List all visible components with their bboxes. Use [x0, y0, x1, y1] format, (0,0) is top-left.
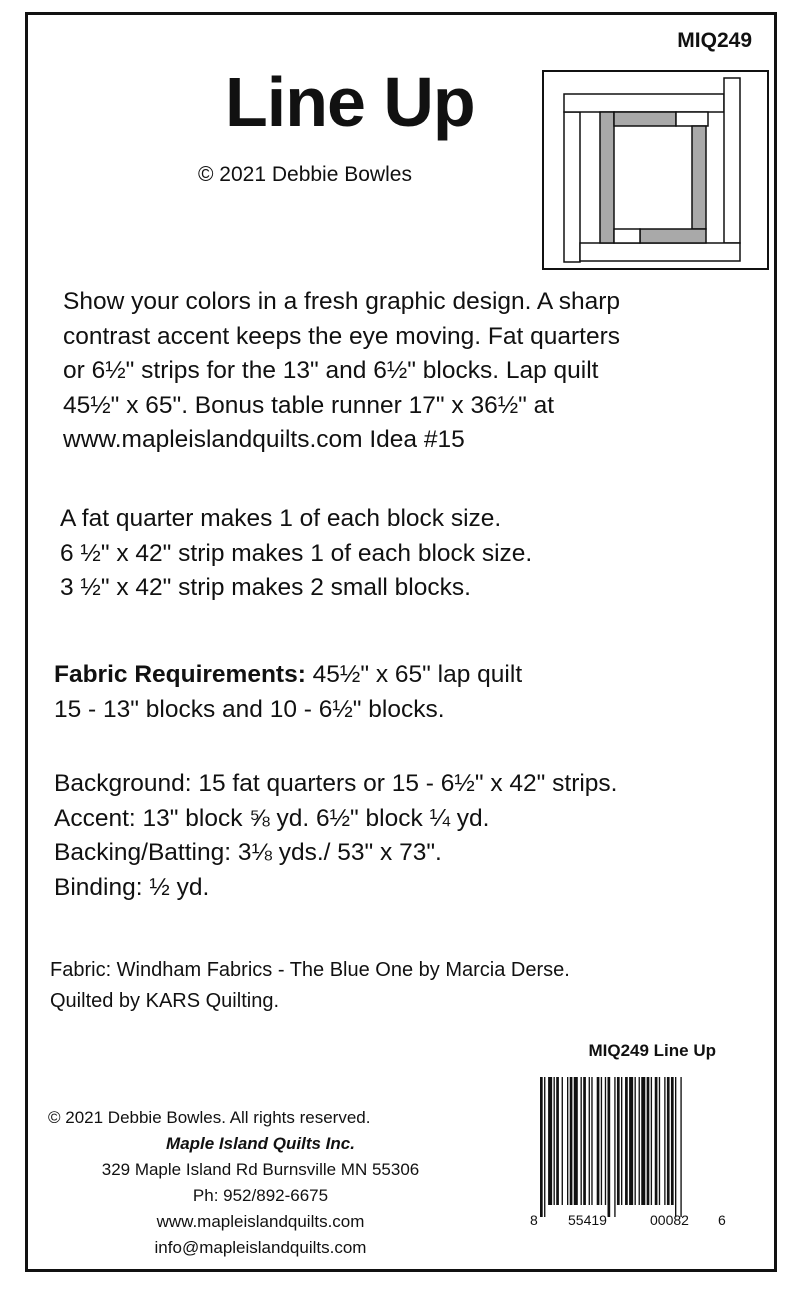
pattern-title: Line Up: [225, 63, 475, 141]
email-link[interactable]: info@mapleislandquilts.com: [154, 1238, 367, 1257]
barcode-bar: [641, 1077, 645, 1205]
barcode-bar: [583, 1077, 586, 1205]
barcode-bar: [562, 1077, 563, 1205]
barcode-bar: [617, 1077, 620, 1205]
barcode-bar: [567, 1077, 568, 1205]
barcode-bar: [608, 1077, 611, 1217]
barcode-bar: [581, 1077, 582, 1205]
barcode-bar: [639, 1077, 640, 1205]
barcode-bar: [664, 1077, 665, 1205]
phone: Ph: 952/892-6675: [192, 1186, 329, 1205]
barcode-bar: [667, 1077, 670, 1205]
address: 329 Maple Island Rd Burnsville MN 55306: [101, 1160, 420, 1179]
barcode-bar: [651, 1077, 652, 1205]
quilt-block-diagram: [542, 70, 769, 270]
barcode-bar: [601, 1077, 602, 1205]
fabric-credits: Fabric: Windham Fabrics - The Blue One by Marcia Derse. Quilted by KARS Quilting.: [50, 959, 570, 1012]
pattern-back-cover: [25, 12, 777, 1272]
barcode-bar: [625, 1077, 628, 1205]
barcode-bar: [544, 1077, 545, 1217]
website-link[interactable]: www.mapleislandquilts.com: [156, 1212, 365, 1231]
barcode-bar: [589, 1077, 590, 1205]
barcode-right-group: 00082: [650, 1212, 689, 1228]
fabric-requirements: Fabric Requirements: 45½" x 65" lap quilt 15 - 13" blocks and 10 - 6½" blocks.: [54, 661, 523, 723]
description-text: Show your colors in a fresh graphic design. A sharp contrast accent keeps the eye moving. Fat quarters or 6½" strips for the 13" and 6½" blocks. Lap quilt 45½" x 65". Bonus table runner 17" x 36½" at www.mapleislandquilts.com Idea #15: [63, 288, 621, 453]
barcode-bar: [647, 1077, 650, 1205]
product-line-label: MIQ249 Line Up: [588, 1041, 716, 1060]
barcode-left-group: 55419: [568, 1212, 607, 1228]
barcode-bar: [621, 1077, 622, 1205]
barcode-bar: [570, 1077, 573, 1205]
publisher-info: [48, 1105, 473, 1261]
materials-list: Background: 15 fat quarters or 15 - 6½" x 42" strips. Accent: 13" block ⅝ yd. 6½" block ¼ yd. Backing/Batting: 3⅛ yds./ 53" x 73". Binding: ½ yd.: [54, 770, 618, 901]
yield-text: A fat quarter makes 1 of each block size. 6 ½" x 42" strip makes 1 of each block size. 3 ½" x 42" strip makes 2 small blocks.: [60, 505, 533, 601]
pattern-code: MIQ249: [677, 29, 752, 52]
barcode-bar: [574, 1077, 578, 1205]
barcode-bar: [556, 1077, 559, 1205]
barcode-bars: [540, 1077, 682, 1217]
barcode-bar: [614, 1077, 615, 1217]
barcode-bar: [591, 1077, 592, 1205]
barcode-lead-digit: 8: [530, 1212, 538, 1228]
barcode-bar: [548, 1077, 552, 1205]
upc-barcode: [528, 1075, 728, 1230]
barcode-bar: [635, 1077, 636, 1205]
barcode-bar: [675, 1077, 676, 1217]
barcode-bar: [659, 1077, 660, 1205]
barcode-bar: [680, 1077, 681, 1217]
barcode-bar: [629, 1077, 633, 1205]
header-copyright: © 2021 Debbie Bowles: [198, 163, 412, 186]
barcode-check-digit: 6: [718, 1212, 726, 1228]
requirements-label: Fabric Requirements:: [54, 661, 306, 688]
barcode-bar: [655, 1077, 658, 1205]
barcode-bar: [540, 1077, 543, 1217]
company-name: Maple Island Quilts Inc.: [166, 1134, 355, 1153]
barcode-bar: [597, 1077, 600, 1205]
barcode-bar: [605, 1077, 606, 1205]
barcode-bar: [554, 1077, 555, 1205]
barcode-bar: [671, 1077, 674, 1205]
rights-notice: © 2021 Debbie Bowles. All rights reserved.: [48, 1108, 371, 1127]
